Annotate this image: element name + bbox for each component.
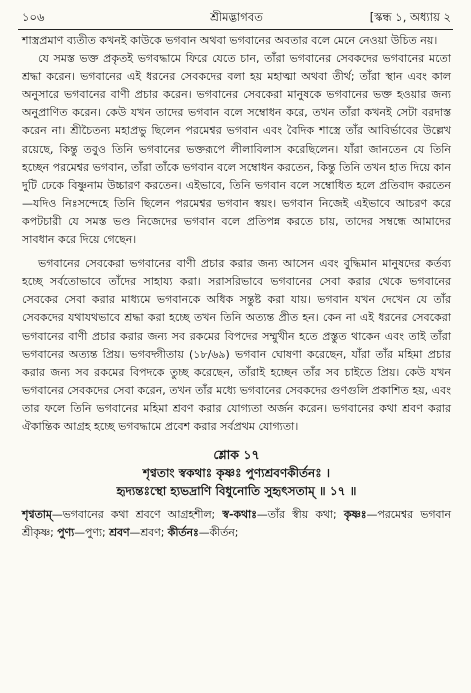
page-number: ১০৬ bbox=[22, 10, 45, 24]
synonym-meaning: —ভগবানের কথা শ্রবণে আগ্রহশীল; bbox=[51, 508, 216, 522]
synonym-term: শৃণ্বতাম্ bbox=[22, 508, 52, 522]
synonym-term: পুণ্য bbox=[57, 526, 75, 540]
paragraph: শাস্ত্রপ্রমাণ ব্যতীত কখনই কাউকে ভগবান অথবা ভগবানের অবতার বলে মেনে নেওয়া উচিত নয়। bbox=[22, 34, 438, 47]
synonyms bbox=[22, 506, 451, 542]
running-header bbox=[22, 8, 451, 26]
synonym-term: কীর্তনঃ bbox=[167, 526, 199, 540]
book-title: শ্রীমদ্ভাগবত bbox=[210, 10, 263, 24]
synonym-meaning: —শ্রবণ; bbox=[129, 526, 165, 540]
verse-line: শৃণ্বতাং স্বকথাঃ কৃষ্ণঃ পুণ্যশ্রবণকীর্তনঃ । bbox=[142, 466, 331, 481]
verse-line: হৃদ্যন্তঃস্থো হ্যভদ্রাণি বিধুনোতি সুহৃৎসতাম্ ॥ ১৭ ॥ bbox=[116, 484, 357, 499]
header-rule bbox=[18, 29, 453, 30]
paragraph: ভগবানের সেবকেরা ভগবানের বাণী প্রচার করার জন্য আসেন এবং বুদ্ধিমান মানুষদের কর্তব্য হচ্ছে সর্বতোভাবে তাঁদের সাহায্য করা। সরাসরিভাবে ভগবানের সেবা করার থেকে ভগবানের সেবকের সেবা করার মাধ্যমে ভগবানকে অধিক সন্তুষ্ট করা যায়। ভগবান যখন দেখেন যে তাঁর সেবকদের যথাযথভাবে শ্রদ্ধা করা হচ্ছে তখন তিনি অত্যন্ত প্রীত হন। কেন না এই ধরনের সেবকেরা ভগবানের বাণী প্রচার করার জন্য সব রকমের বিপদের সম্মুখীন হতে প্রস্তুত থাকেন এবং তাই তাঁরা ভগবানের অত্যন্ত প্রিয়। ভগবদ্গীতায় (১৮/৬৯) ভগবান ঘোষণা করেছেন, যাঁরা তাঁর মহিমা প্রচার করার জন্য সব রকমের বিপদকে তুচ্ছ করেছেন, তাঁরাই হচ্ছেন তাঁর সব চাইতে প্রিয়। কেউ যখন ভগবানের সেবকদের সেবা করেন, তখন তাঁর মধ্যে ভগবানের সেবকদের গুণগুলি প্রকাশিত হয়, এবং তার ফলে তিনি ভগবানের মহিমা শ্রবণ করার যোগ্যতা অর্জন করেন। ভগবানের কথা শ্রবণ করার ঐকান্তিক আগ্রহ হচ্ছে ভগবদ্ধামে প্রবেশ করার সর্বপ্রথম যোগ্যতা। bbox=[22, 257, 451, 433]
synonym-meaning: —তাঁর স্বীয় কথা; bbox=[256, 508, 337, 522]
synonym-meaning: —পুণ্য; bbox=[74, 526, 106, 540]
synonym-term: স্ব-কথাঃ bbox=[222, 508, 257, 522]
synonym-term: কৃষ্ণঃ bbox=[343, 508, 367, 522]
paragraph: যে সমস্ত ভক্ত প্রকৃতই ভগবদ্ধামে ফিরে যেতে চান, তাঁরা ভগবানের সেবকদের ভগবানের মতো শ্রদ্ধা করেন। ভগবানের এই ধরনের সেবকদের বলা হয় মহাত্মা অথবা তীর্থ; তাঁরা স্থান এবং কাল অনুসারে ভগবানের বাণী প্রচার করেন। ভগবানের সেবকেরা মানুষকে ভগবানের ভক্ত হওয়ার জন্য অনুপ্রাণিত করেন। কেউ যখন তাদের ভগবান বলে সম্বোধন করে, তখন তাঁরা কখনই সেটা বরদাস্ত করেন না। শ্রীচৈতন্য মহাপ্রভু ছিলেন পরমেশ্বর ভগবান এবং বৈদিক শাস্ত্রে তাঁর আবির্ভাবের উল্লেখ রয়েছে, কিন্তু তবুও তিনি ভগবানের ভক্তরূপে লীলাবিলাস করেছিলেন। যাঁরা জানতেন যে তিনি হচ্ছেন পরমেশ্বর ভগবান, তাঁরা তাঁকে ভগবান বলে সম্বোধন করতেন, কিন্তু তিনি তখন হাত দিয়ে কান দুটি ঢেকে বিষ্ণুনাম উচ্চারণ করতেন। এইভাবে, তিনি ভগবান বলে সম্বোধিত হলে প্রতিবাদ করতেন—যদিও নিঃসন্দেহে তিনি ছিলেন পরমেশ্বর ভগবান স্বয়ং। ভগবান নিজেই এইভাবে আচরণ করে কপটচারী যে সমস্ত ভণ্ড নিজেদের ভগবান বলে প্রতিপন্ন করতে চায়, তাদের সম্বন্ধে আমাদের সাবধান করে দিয়ে গেছেন। bbox=[22, 52, 451, 247]
synonym-term: শ্রবণ bbox=[109, 526, 130, 540]
body-text bbox=[22, 32, 451, 436]
chapter-location: [স্কন্ধ ১, অধ্যায় ২ bbox=[369, 10, 451, 24]
verse-heading: শ্লোক ১৭ bbox=[213, 447, 260, 463]
synonym-meaning: —পরমেশ্বর ভগবান শ্রীকৃষ্ণ; bbox=[22, 508, 451, 540]
synonym-meaning: —কীর্তন; bbox=[198, 526, 239, 540]
